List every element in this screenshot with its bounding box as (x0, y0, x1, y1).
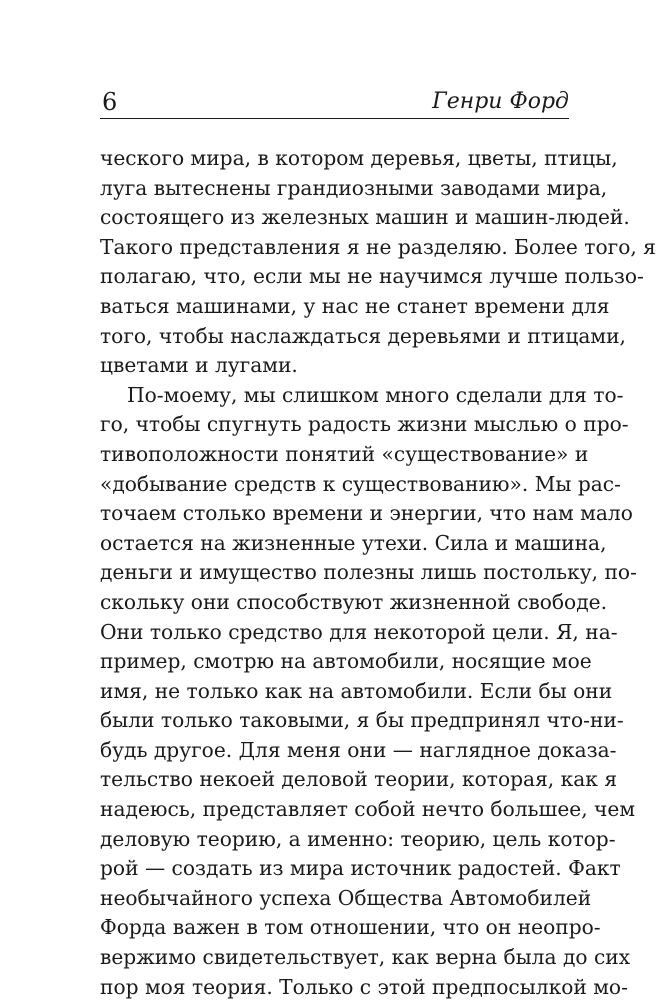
text-line: тельство некоей деловой теории, которая, как я (100, 767, 618, 792)
text-line: полагаю, что, если мы не научимся лучше пользо- (100, 264, 644, 289)
text-line: деловую теорию, а именно: теорию, цель котор- (100, 826, 616, 851)
body-text (100, 144, 656, 1002)
text-line: были только таковыми, я бы предпринял что-ни- (100, 708, 624, 733)
text-line: ческого мира, в котором деревья, цветы, птицы, (100, 146, 618, 170)
text-line: имя, не только как на автомобили. Если бы они (100, 678, 613, 703)
text-line: По-моему, мы слишком много сделали для то- (127, 382, 624, 407)
text-line: деньги и имущество полезны лишь постольку, по- (100, 560, 637, 585)
text-line: надеюсь, представляет собой нечто большее, чем (100, 797, 636, 822)
page-header (100, 86, 569, 118)
text-line: необычайного успеха Общества Автомобилей (100, 885, 592, 910)
text-line: Такого представления я не разделяю. Более того, я (100, 234, 656, 259)
text-line: рой — создать из мира источник радостей. Факт (100, 856, 621, 881)
text-line: вержимо свидетельствует, как верна была до сих (100, 945, 631, 970)
header-rule (100, 118, 569, 119)
text-line: цветами и лугами. (100, 353, 298, 378)
text-line: состоящего из железных машин и машин-людей. (100, 205, 630, 230)
text-line: остается на жизненные утехи. Сила и машина, (100, 530, 607, 555)
page-number: 6 (102, 88, 118, 116)
text-line: пор моя теория. Только с этой предпосылкой мо- (100, 974, 628, 999)
text-line: тивоположности понятий «существование» и (100, 441, 589, 466)
running-head: Генри Форд (432, 89, 569, 114)
paragraph (100, 381, 637, 1002)
text-line: того, чтобы наслаждаться деревьями и птицами, (100, 323, 626, 348)
text-line: пример, смотрю на автомобили, носящие мое (100, 649, 592, 674)
text-line: Они только средство для некоторой цели. Я, на- (100, 619, 618, 644)
text-line: го, чтобы спугнуть радость жизни мыслью о про- (100, 412, 629, 437)
text-line: ваться машинами, у нас не станет времени для (100, 293, 610, 318)
paragraph (100, 144, 656, 381)
text-line: будь другое. Для меня они — наглядное доказа- (100, 737, 617, 762)
text-line: точаем столько времени и энергии, что нам мало (100, 501, 633, 526)
text-line: луга вытеснены грандиозными заводами мира, (100, 175, 608, 200)
text-line: «добывание средств к существованию». Мы рас- (100, 471, 621, 496)
text-line: Форда важен в том отношении, что он неопро- (100, 915, 601, 940)
text-line: скольку они способствуют жизненной свободе. (100, 589, 607, 614)
